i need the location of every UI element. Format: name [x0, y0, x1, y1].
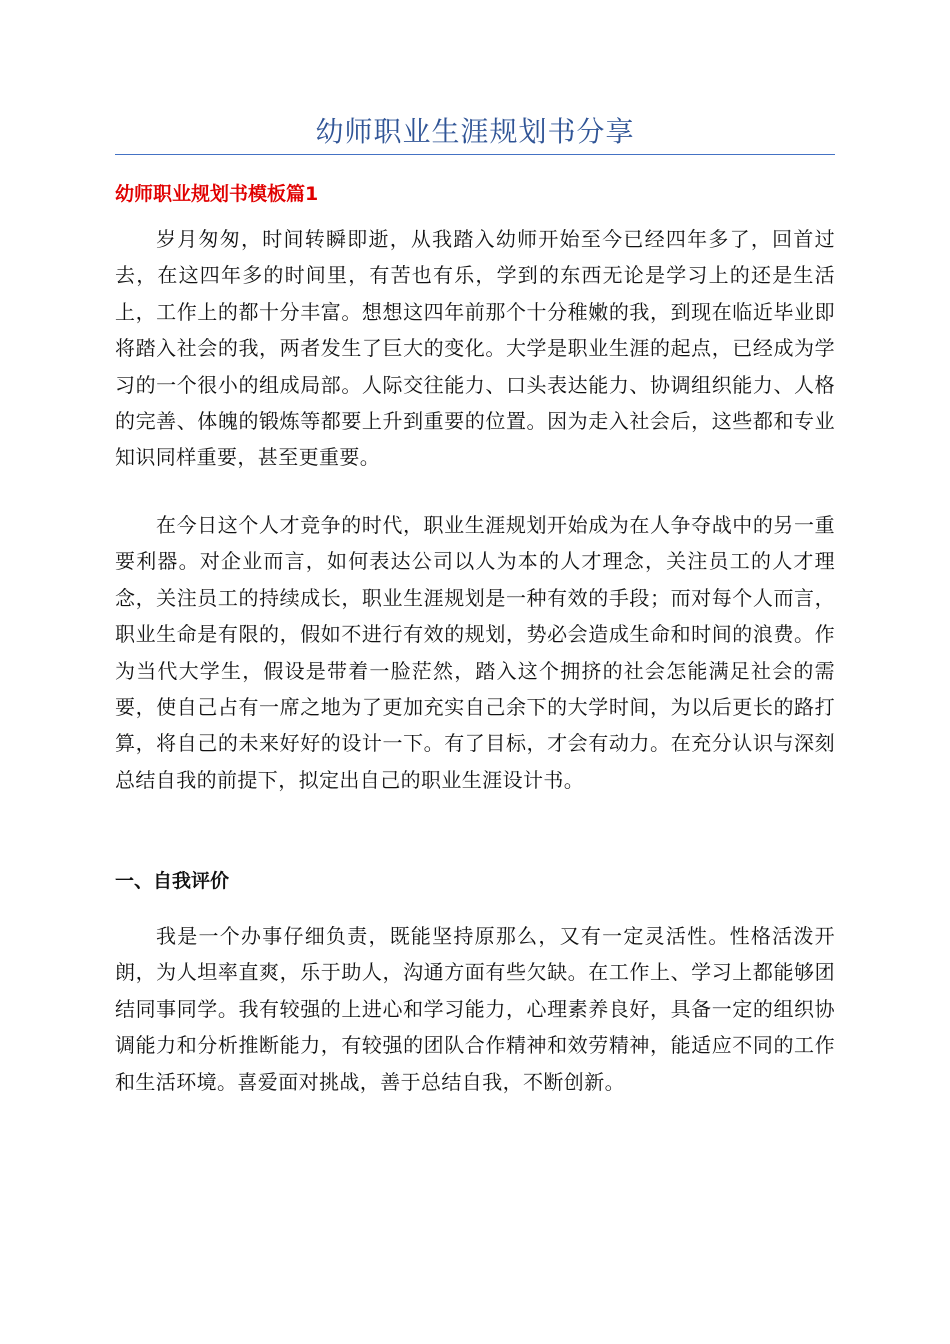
title-underline — [115, 154, 835, 155]
body-paragraph: 我是一个办事仔细负责，既能坚持原那么，又有一定灵活性。性格活泼开朗，为人坦率直爽，乐于助人，沟通方面有些欠缺。在工作上、学习上都能够团结同事同学。我有较强的上进心和学习能力，心理素养良好，具备一定的组织协调能力和分析推断能力，有较强的团队合作精神和效劳精神，能适应不同的工作和生活环境。喜爱面对挑战，善于总结自我，不断创新。 — [115, 924, 835, 1094]
body-paragraph: 在今日这个人才竞争的时代，职业生涯规划开始成为在人争夺战中的另一重要利器。对企业而言，如何表达公司以人为本的人才理念，关注员工的人才理念，关注员工的持续成长，职业生涯规划是一种有效的手段；而对每个人而言，职业生命是有限的，假如不进行有效的规划，势必会造成生命和时间的浪费。作为当代大学生，假设是带着一脸茫然，踏入这个拥挤的社会怎能满足社会的需要，使自己占有一席之地为了更加充实自己余下的大学时间，为以后更长的路打算，将自己的未来好好的设计一下。有了目标，才会有动力。在充分认识与深刻总结自我的前提下，拟定出自己的职业生涯设计书。 — [115, 513, 835, 792]
body-paragraph: 岁月匆匆，时间转瞬即逝，从我踏入幼师开始至今已经四年多了，回首过去，在这四年多的时间里，有苦也有乐，学到的东西无论是学习上的还是生活上，工作上的都十分丰富。想想这四年前那个十分稚嫩的我，到现在临近毕业即将踏入社会的我，两者发生了巨大的变化。大学是职业生涯的起点，已经成为学习的一个很小的组成局部。人际交往能力、口头表达能力、协调组织能力、人格的完善、体魄的锻炼等都要上升到重要的位置。因为走入社会后，这些都和专业知识同样重要，甚至更重要。 — [115, 227, 835, 470]
section-heading-self-evaluation: 一、自我评价 — [115, 870, 230, 892]
section-heading-template: 幼师职业规划书模板篇1 — [115, 183, 319, 205]
document-title: 幼师职业生涯规划书分享 — [315, 115, 635, 148]
